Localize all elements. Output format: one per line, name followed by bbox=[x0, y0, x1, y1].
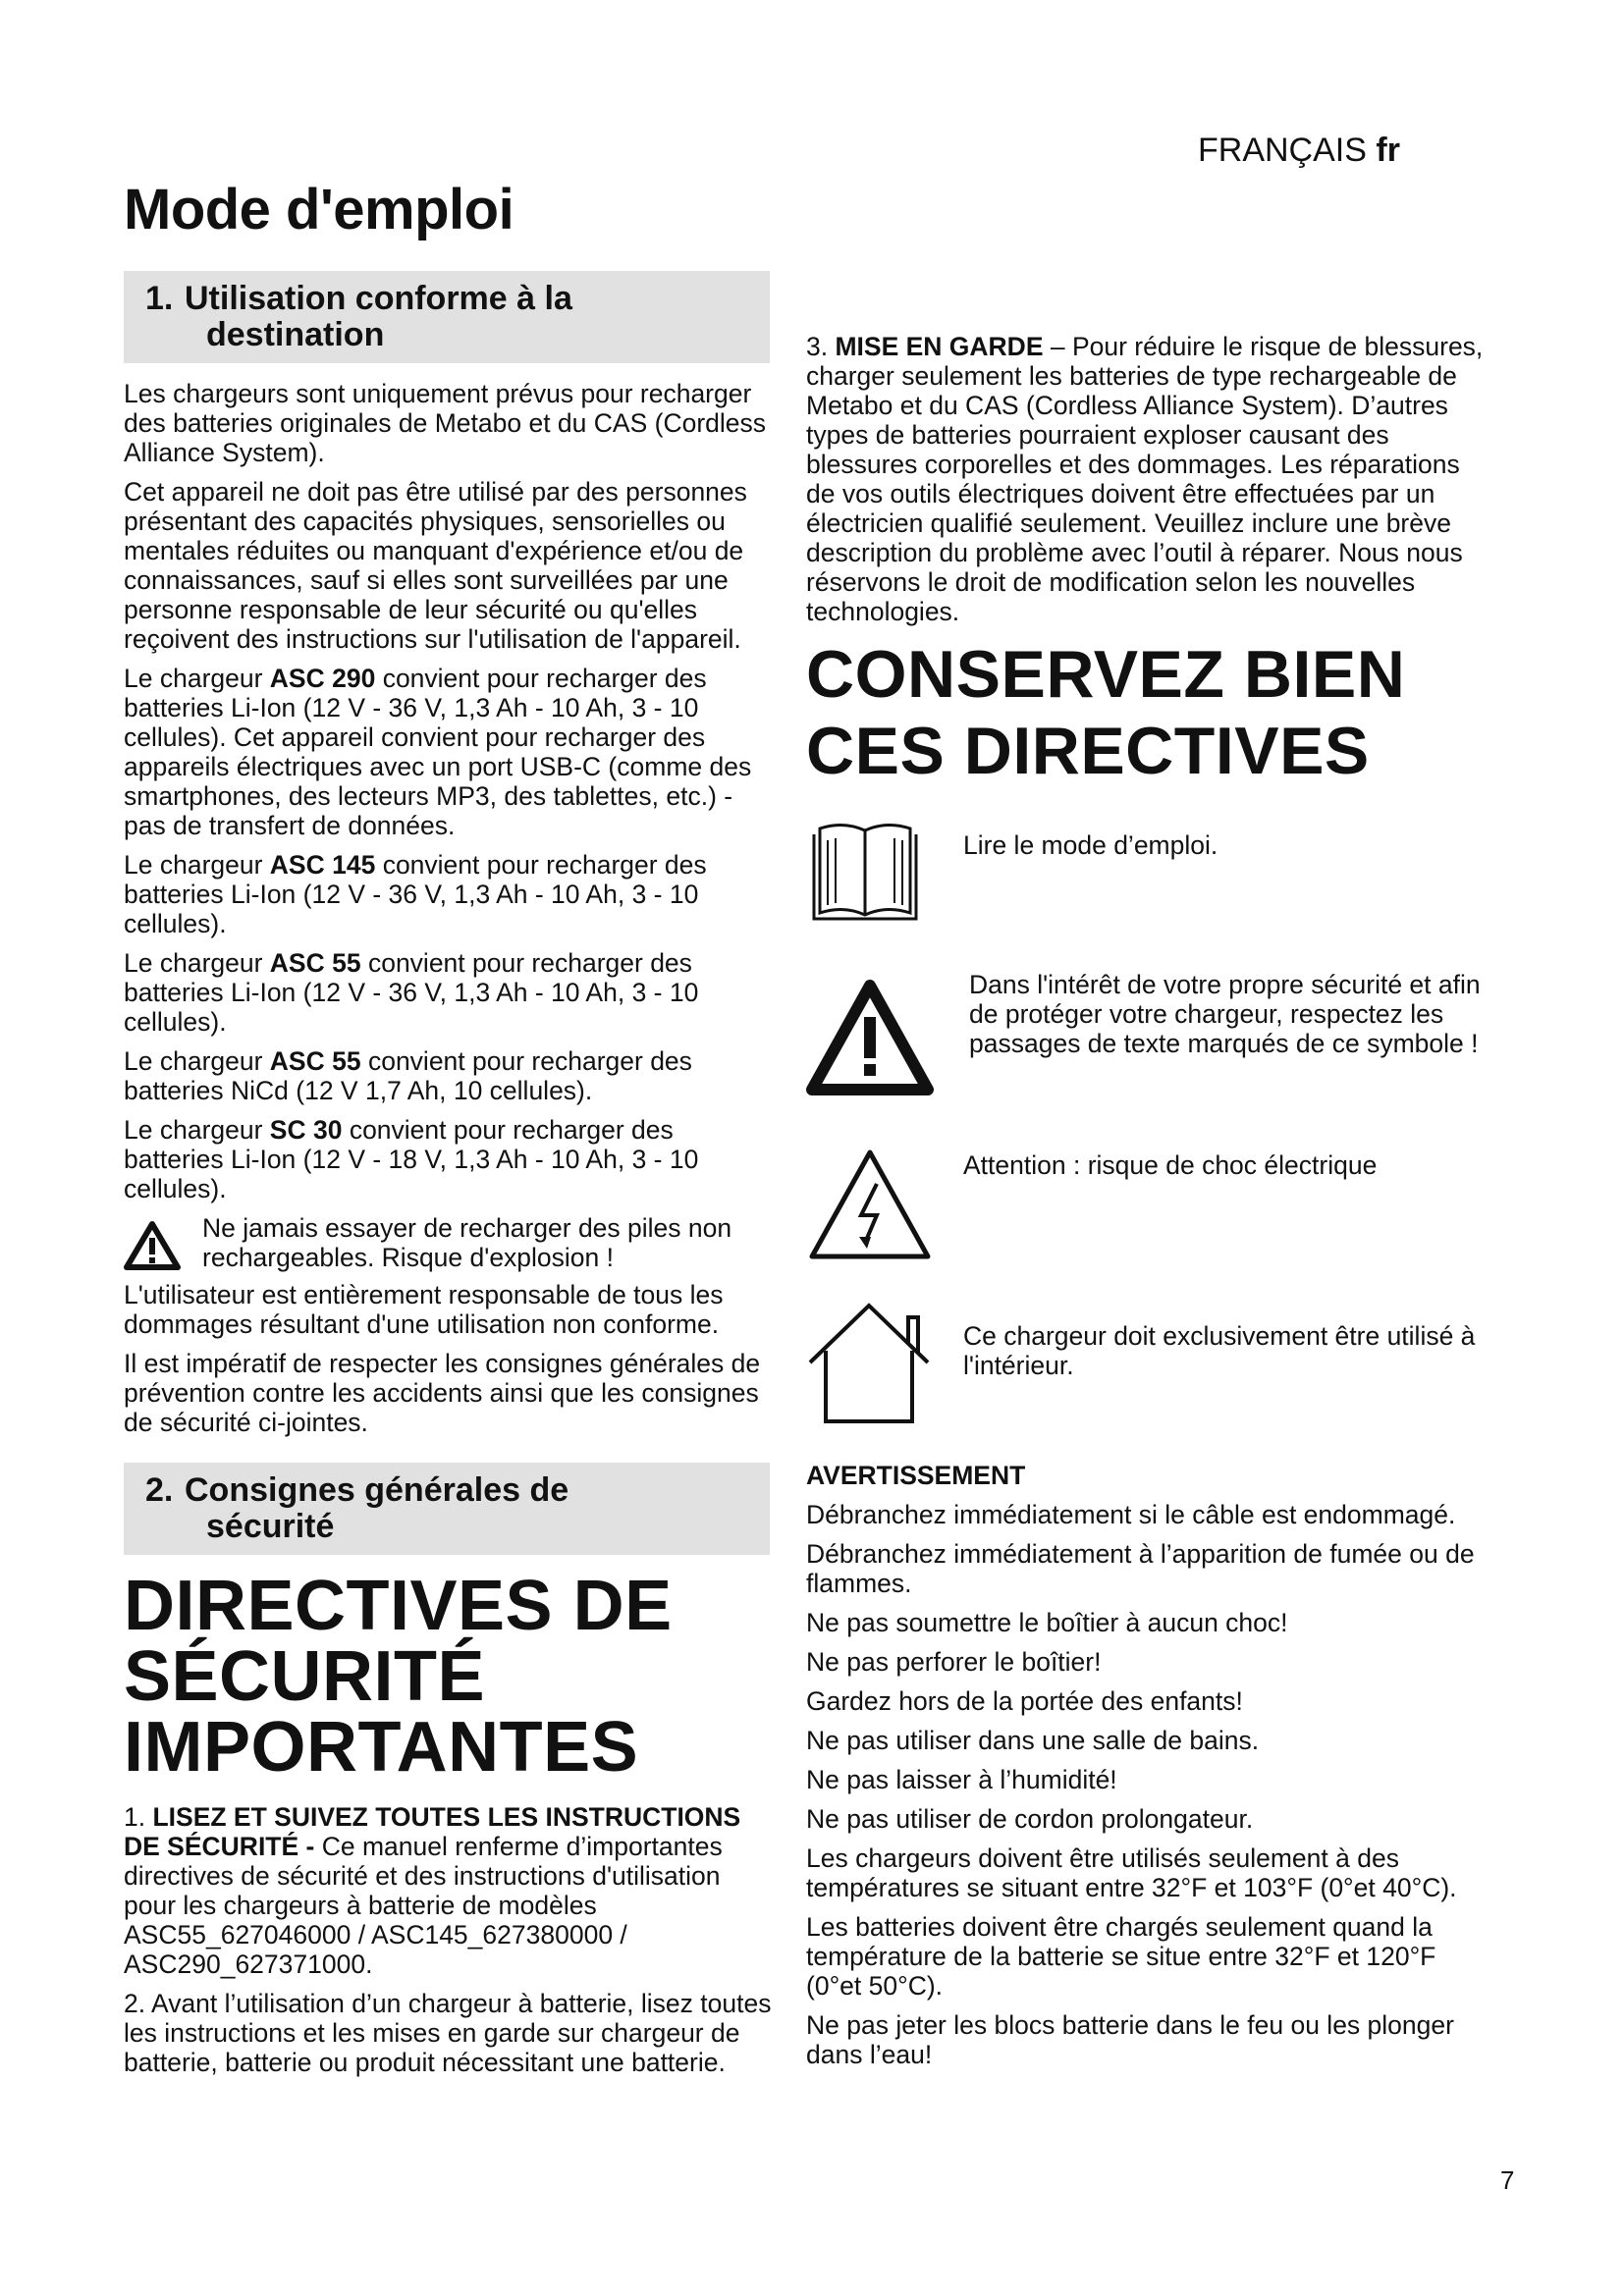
charger-model: ASC 55 bbox=[269, 948, 361, 978]
warning-triangle-icon bbox=[806, 970, 953, 1103]
page-title: Mode d'emploi bbox=[124, 178, 514, 241]
warning-item: Les batteries doivent être chargés seulement quand la température de la batterie se situe entre 32°F et 120°F (0°et 50°C). bbox=[806, 1912, 1436, 2001]
warning-icon bbox=[124, 1221, 181, 1270]
symbol-safety bbox=[806, 970, 1484, 1127]
symbol-shock bbox=[806, 1139, 1484, 1286]
warning-item: Ne pas utiliser de cordon prolongateur. bbox=[806, 1804, 1254, 1834]
safety-directives-heading: DIRECTIVES DE SÉCURITÉ IMPORTANTES bbox=[124, 1567, 673, 1787]
section-2-title-line2: sécurité bbox=[206, 1508, 335, 1545]
charger-paragraph: Le chargeur ASC 290 convient pour recharger des batteries Li-Ion (12 V - 36 V, 1,3 Ah - 10 Ah, 3 - 10 cellules). Cet appareil convient pour recharger des appareils électriques avec un port USB-C (comme des smartphones, des lecteurs MP3, des tablettes, etc.) - pas de transfert de données. bbox=[124, 664, 752, 840]
paragraph: L'utilisateur est entièrement responsable de tous les dommages résultant d'une utilisation non conforme. bbox=[124, 1280, 724, 1339]
explosion-warning bbox=[124, 1213, 772, 1272]
safety-item-2: 2. Avant l’utilisation d’un chargeur à batterie, lisez toutes les instructions et les mises en garde sur chargeur de batterie, batterie ou produit nécessitant une batterie. bbox=[124, 1989, 772, 2077]
charger-model: ASC 55 bbox=[269, 1046, 361, 1076]
warning-item: Les chargeurs doivent être utilisés seulement à des températures se situant entre 32°F et 103°F (0°et 40°C). bbox=[806, 1843, 1457, 1902]
warning-item: Ne pas soumettre le boîtier à aucun choc! bbox=[806, 1608, 1288, 1637]
charger-model: SC 30 bbox=[269, 1115, 343, 1145]
safety-item-1: 1. LISEZ ET SUIVEZ TOUTES LES INSTRUCTIONS DE SÉCURITÉ - Ce manuel renferme d’importantes directives de sécurité et des instructions d'utilisation pour les chargeurs à batterie de modèles ASC55_627046000 / ASC145_627380000 / ASC290_627371000. bbox=[124, 1802, 741, 1979]
symbol-text: Attention : risque de choc électrique bbox=[963, 1150, 1378, 1180]
electric-shock-icon bbox=[806, 1139, 953, 1270]
keep-directives-heading: CONSERVEZ BIEN CES DIRECTIVES bbox=[806, 637, 1406, 788]
warning-item: Ne pas jeter les blocs batterie dans le feu ou les plonger dans l’eau! bbox=[806, 2010, 1454, 2069]
charger-paragraph: Le chargeur ASC 55 convient pour recharger des batteries NiCd (12 V 1,7 Ah, 10 cellules). bbox=[124, 1046, 692, 1105]
warning-item: Débranchez immédiatement à l’apparition de fumée ou de flammes. bbox=[806, 1539, 1475, 1598]
left-column bbox=[124, 271, 772, 2087]
language-code: fr bbox=[1376, 132, 1400, 169]
warning-item: Ne pas utiliser dans une salle de bains. bbox=[806, 1726, 1260, 1755]
page-number: 7 bbox=[1500, 2165, 1515, 2195]
symbol-text: Ce chargeur doit exclusivement être utilisé à l'intérieur. bbox=[963, 1321, 1476, 1380]
section-1-title-line1: Utilisation conforme à la bbox=[185, 280, 572, 317]
language-name: FRANÇAIS bbox=[1198, 132, 1367, 169]
paragraph: Cet appareil ne doit pas être utilisé par des personnes présentant des capacités physiques, sensorielles ou mentales réduites ou manquant d'expérience et/ou de connaissances, sauf si elles sont surveillées par une personne responsable de leur sécurité ou qu'elles reçoivent des instructions sur l'utilisation de l'appareil. bbox=[124, 477, 747, 654]
warning-item: Ne pas laisser à l’humidité! bbox=[806, 1765, 1117, 1794]
section-1-title-line2: destination bbox=[206, 316, 385, 353]
charger-model: ASC 290 bbox=[269, 664, 376, 693]
charger-paragraph: Le chargeur ASC 145 convient pour recharger des batteries Li-Ion (12 V - 36 V, 1,3 Ah - 10 Ah, 3 - 10 cellules). bbox=[124, 850, 707, 938]
section-1-heading bbox=[124, 271, 770, 363]
safety-item-3: 3. MISE EN GARDE – Pour réduire le risque de blessures, charger seulement les batteries de type rechargeable de Metabo et du CAS (Cordless Alliance System). D’autres types de batteries pourraient exploser causant des blessures corporelles et des dommages. Les réparations de vos outils électriques doivent être effectuées par un électricien qualifié seulement. Veuillez inclure une brève description du problème avec l’outil à réparer. Nous nous réservons le droit de modification selon les nouvelles technologies. bbox=[806, 332, 1484, 626]
section-2-number: 2. bbox=[145, 1471, 174, 1509]
paragraph: Les chargeurs sont uniquement prévus pour recharger des batteries originales de Metabo et du CAS (Cordless Alliance System). bbox=[124, 379, 767, 467]
section-1-number: 1. bbox=[145, 280, 174, 317]
symbol-text: Dans l'intérêt de votre propre sécurité et afin de protéger votre chargeur, respectez les passages de texte marqués de ce symbole ! bbox=[969, 970, 1481, 1058]
section-2-heading bbox=[124, 1463, 770, 1555]
continued-text-spacer bbox=[806, 265, 1484, 332]
language-label bbox=[1198, 132, 1400, 170]
charger-paragraph: Le chargeur ASC 55 convient pour recharger des batteries Li-Ion (12 V - 36 V, 1,3 Ah - 10 Ah, 3 - 10 cellules). bbox=[124, 948, 699, 1037]
symbol-read-manual bbox=[806, 817, 1484, 944]
warning-item: Ne pas perforer le boîtier! bbox=[806, 1647, 1102, 1677]
warning-item: Gardez hors de la portée des enfants! bbox=[806, 1686, 1243, 1716]
section-2-title-line1: Consignes générales de bbox=[185, 1471, 569, 1509]
charger-paragraph: Le chargeur SC 30 convient pour recharger des batteries Li-Ion (12 V - 18 V, 1,3 Ah - 10 Ah, 3 - 10 cellules). bbox=[124, 1115, 699, 1203]
warning-title: AVERTISSEMENT bbox=[806, 1461, 1026, 1490]
paragraph: Il est impératif de respecter les consignes générales de prévention contre les accidents ainsi que les consignes de sécurité ci-jointes. bbox=[124, 1349, 761, 1437]
symbol-text: Lire le mode d’emploi. bbox=[963, 830, 1218, 860]
charger-model: ASC 145 bbox=[269, 850, 376, 880]
symbol-indoor bbox=[806, 1300, 1484, 1447]
warning-text: Ne jamais essayer de recharger des piles non rechargeables. Risque d'explosion ! bbox=[202, 1213, 732, 1272]
warning-item: Débranchez immédiatement si le câble est endommagé. bbox=[806, 1500, 1456, 1529]
manual-icon bbox=[806, 817, 953, 934]
right-column bbox=[806, 265, 1484, 2079]
house-icon bbox=[806, 1300, 953, 1433]
